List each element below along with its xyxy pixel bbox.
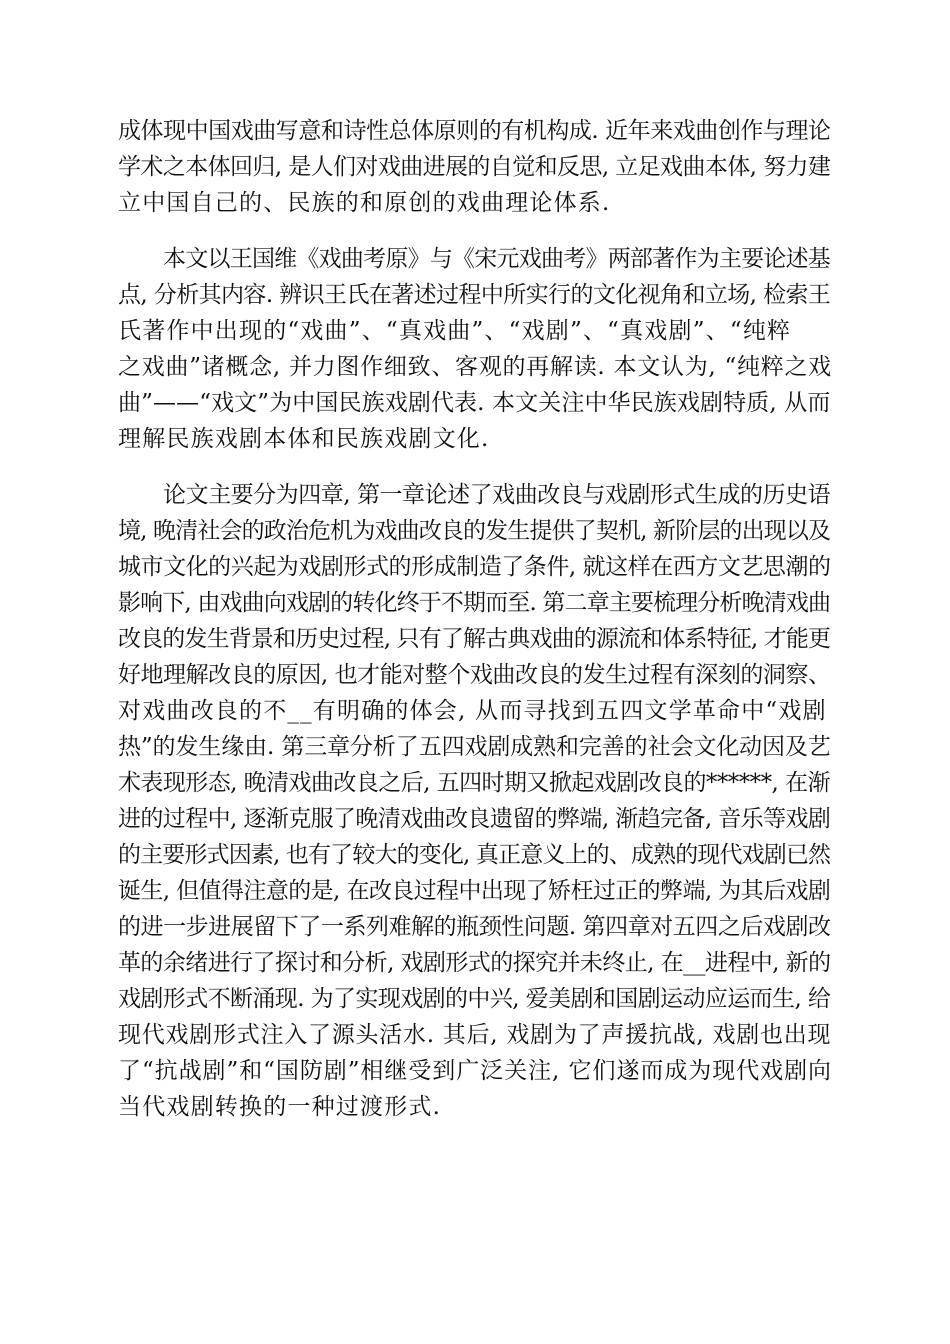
- text-line: 学术之本体回归, 是人们对戏曲进展的自觉和反思, 立足戏曲本体, 努力建: [118, 154, 831, 180]
- text-line: 诞生, 但值得注意的是, 在改良过程中出现了矫枉过正的弊端, 为其后戏剧: [118, 878, 831, 904]
- text-line: 立中国自己的、民族的和原创的戏曲理论体系.: [118, 190, 611, 216]
- text-line: 城市文化的兴起为戏剧形式的形成制造了条件, 就这样在西方文艺思潮的: [118, 554, 831, 580]
- text-line: 之戏曲”诸概念, 并力图作细致、客观的再解读. 本文认为, “纯粹之戏: [118, 354, 832, 380]
- text-line: 的进一步进展留下了一系列难解的瓶颈性问题. 第四章对五四之后戏剧改: [118, 914, 831, 940]
- text-line: 论文主要分为四章, 第一章论述了戏曲改良与戏剧形式生成的历史语: [163, 482, 831, 508]
- text-line: 革的余绪进行了探讨和分析, 戏剧形式的探究并未终止, 在__进程中, 新的: [118, 950, 831, 976]
- text-line: 现代戏剧形式注入了源头活水. 其后, 戏剧为了声援抗战, 戏剧也出现: [118, 1022, 832, 1048]
- text-line: 成体现中国戏曲写意和诗性总体原则的有机构成. 近年来戏曲创作与理论: [118, 118, 831, 144]
- text-line: 热”的发生缘由. 第三章分析了五四戏剧成熟和完善的社会文化动因及艺: [118, 734, 831, 760]
- text-line: 进的过程中, 逐渐克服了晚清戏曲改良遗留的弊端, 渐趋完备, 音乐等戏剧: [118, 806, 831, 832]
- text-line: 改良的发生背景和历史过程, 只有了解古典戏曲的源流和体系特征, 才能更: [118, 626, 831, 652]
- text-line: 对戏曲改良的不__有明确的体会, 从而寻找到五四文学革命中“戏剧: [118, 698, 827, 724]
- text-line: 戏剧形式不断涌现. 为了实现戏剧的中兴, 爱美剧和国剧运动应运而生, 给: [118, 986, 831, 1012]
- text-line: 本文以王国维《戏曲考原》与《宋元戏曲考》两部著作为主要论述基: [163, 246, 831, 272]
- text-line: 了“抗战剧”和“国防剧”相继受到广泛关注, 它们遂而成为现代戏剧向: [118, 1058, 833, 1084]
- text-line: 境, 晚清社会的政治危机为戏曲改良的发生提供了契机, 新阶层的出现以及: [118, 518, 831, 544]
- text-line: 影响下, 由戏曲向戏剧的转化终于不期而至. 第二章主要梳理分析晚清戏曲: [118, 590, 831, 616]
- text-line: 点, 分析其内容. 辨识王氏在著述过程中所实行的文化视角和立场, 检索王: [118, 282, 831, 308]
- text-line: 的主要形式因素, 也有了较大的变化, 真正意义上的、成熟的现代戏剧已然: [118, 842, 831, 868]
- text-line: 当代戏剧转换的一种过渡形式.: [118, 1094, 442, 1120]
- text-line: 氏著作中出现的“戏曲”、“真戏曲”、“戏剧”、“真戏剧”、“纯粹: [118, 318, 792, 344]
- text-line: 好地理解改良的原因, 也才能对整个戏曲改良的发生过程有深刻的洞察、: [118, 662, 831, 688]
- text-line: 曲”——“戏文”为中国民族戏剧代表. 本文关注中华民族戏剧特质, 从而: [118, 390, 831, 416]
- text-line: 术表现形态, 晚清戏曲改良之后, 五四时期又掀起戏剧改良的******, 在渐: [118, 770, 830, 796]
- text-line: 理解民族戏剧本体和民族戏剧文化.: [118, 426, 490, 452]
